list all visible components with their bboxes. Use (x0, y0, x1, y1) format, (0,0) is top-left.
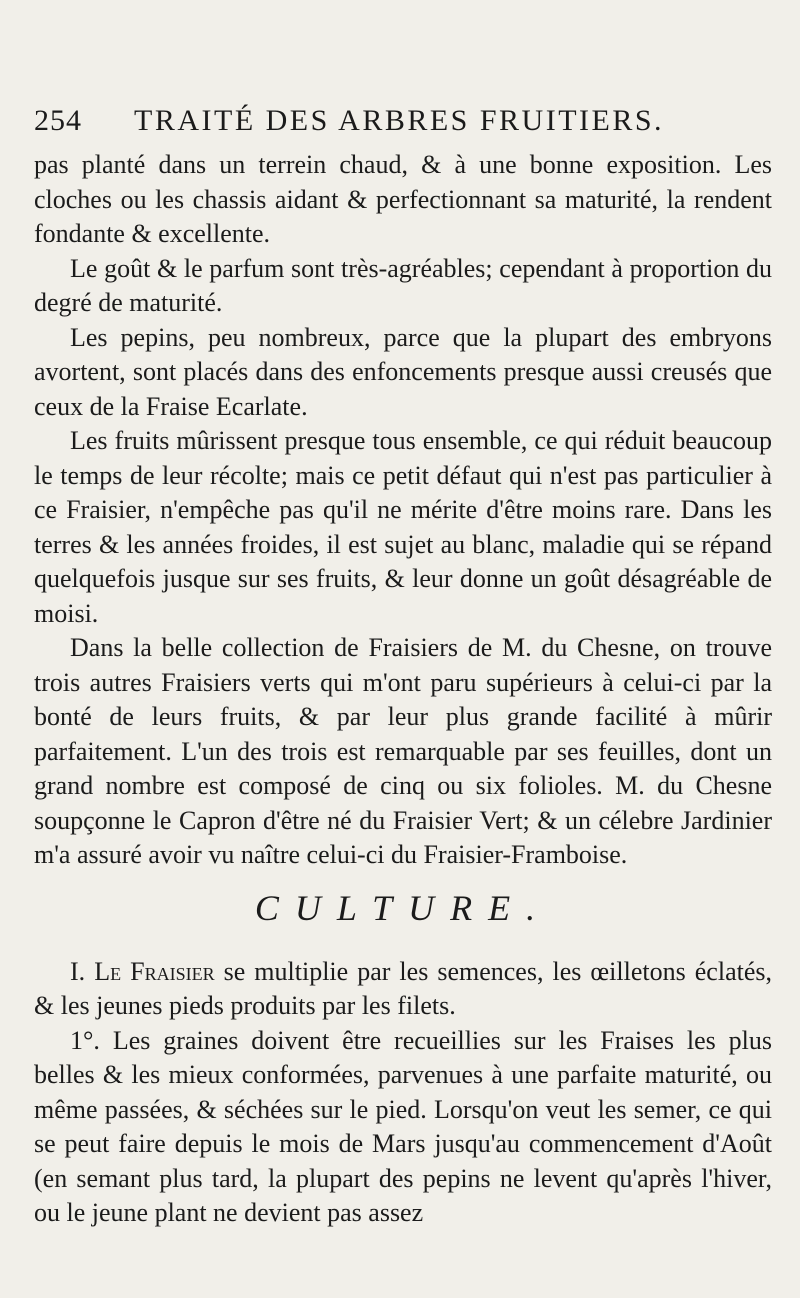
paragraph: Le goût & le parfum sont très-agréables; cependant à proportion du degré de maturité. (34, 253, 772, 317)
paragraph-text: se multiplie par les semences, les œilletons éclatés, & les jeunes pieds produits par les filets. (34, 956, 772, 1020)
page-number: 254 (34, 104, 82, 137)
lead-term: Le Fraisier (94, 956, 215, 986)
running-head (34, 104, 772, 148)
paragraph: Les fruits mûrissent presque tous ensemble, ce qui réduit beaucoup le temps de leur récolte; mais ce petit défaut qui n'est pas particulier à ce Fraisier, n'empêche pas qu'il ne mérite d'être moins rare. Dans les terres & les années froides, il est sujet au blanc, maladie qui se répand quelquefois jusque sur ses fruits, & leur donne un goût désagréable de moisi. (34, 426, 772, 628)
paragraph: Les pepins, peu nombreux, parce que la plupart des embryons avortent, sont placés dans des enfoncements presque aussi creusés que ceux de la Fraise Ecarlate. (34, 322, 772, 421)
paragraph-number: I. (70, 956, 95, 986)
culture-paragraph-2: 1°. Les graines doivent être recueillies sur les Fraises les plus belles & les mieux conformées, parvenues à une parfaite maturité, ou même passées, & séchées sur le pied. Lorsqu'on veut les semer, ce qui se peut faire depuis le mois de Mars jusqu'au commencement d'Août (en semant plus tard, la plupart des pepins ne levent qu'après l'hiver, ou le jeune plant ne devient pas assez (34, 1025, 772, 1227)
body-text (34, 148, 772, 1231)
section-heading: CULTURE. (254, 887, 552, 928)
paragraph-continued: pas planté dans un terrein chaud, & à une bonne exposition. Les cloches ou les chassis aidant & perfectionnant sa maturité, la rendent fondante & excellente. (34, 150, 772, 248)
culture-paragraph-1 (34, 955, 772, 1024)
paragraph: Dans la belle collection de Fraisiers de M. du Chesne, on trouve trois autres Fraisiers verts qui m'ont paru supérieurs à celui-ci par la bonté de leurs fruits, & par leur plus grande facilité à mûrir parfaitement. L'un des trois est remarquable par ses feuilles, dont un grand nombre est composé de cinq ou six folioles. M. du Chesne soupçonne le Capron d'être né du Fraisier Vert; & un célebre Jardinier m'a assuré avoir vu naître celui-ci du Fraisier-Framboise. (34, 633, 772, 869)
running-title: TRAITÉ DES ARBRES FRUITIERS. (134, 104, 665, 137)
